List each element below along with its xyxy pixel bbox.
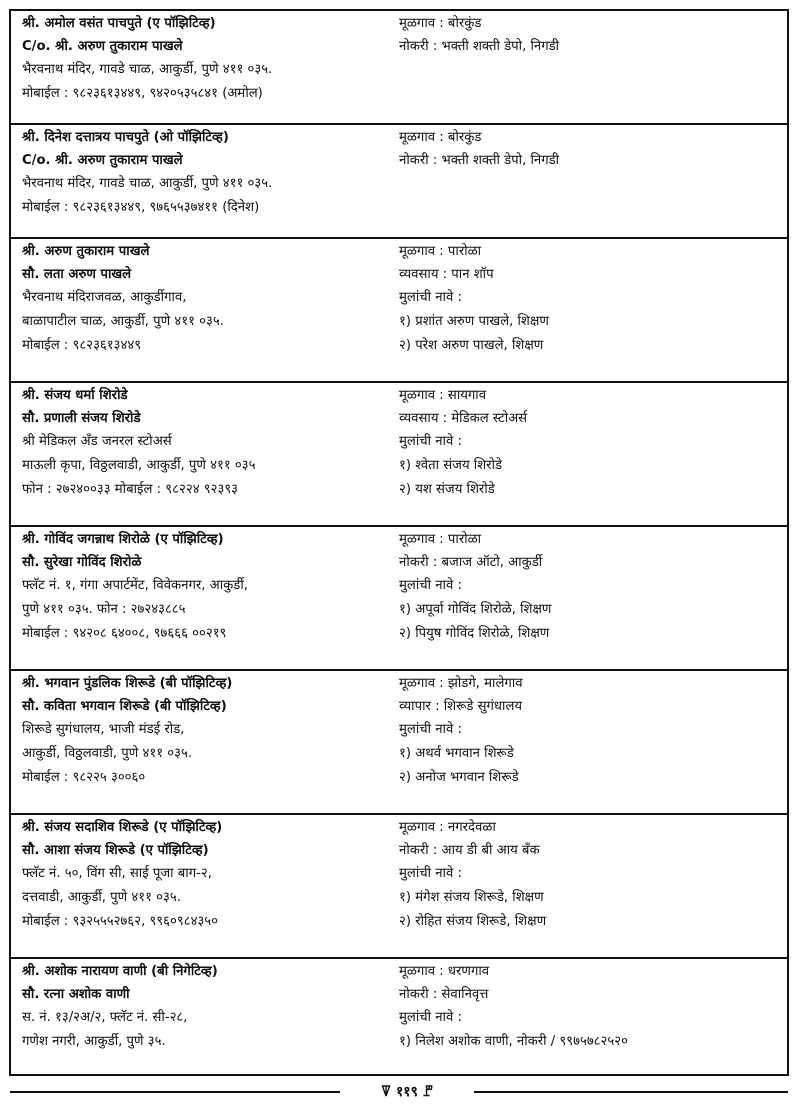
detail-line: नोकरी : भक्ती शक्ती डेपो, निगडी: [399, 39, 560, 54]
contact-line: श्री मेडिकल अँड जनरल स्टोअर्स: [22, 434, 172, 449]
detail-line: मूळगाव : पारोळा: [399, 532, 482, 547]
detail-line: १) अथर्व भगवान शिरूडे: [399, 746, 514, 761]
detail-line: मूळगाव : झोडगे, मालेगाव: [399, 676, 523, 691]
contact-line: फ्लॅट नं. ५०, विंग सी, साई पूजा बाग-२,: [22, 866, 212, 881]
contact-line: सौ. आशा संजय शिरूडे (ए पॉझिटिव्ह): [22, 843, 209, 858]
detail-line: मूळगाव : धरणगाव: [399, 964, 490, 979]
contact-line: माऊली कृपा, विठ्ठलवाडी, आकुर्डी, पुणे ४११ ०३५: [22, 458, 256, 473]
contact-line: श्री. गोविंद जगन्नाथ शिरोळे (ए पॉझिटिव्ह): [22, 532, 224, 547]
detail-line: २) रोहित संजय शिरूडे, शिक्षण: [399, 914, 547, 929]
detail-line: मुलांची नावे :: [399, 722, 462, 737]
contact-line: मोबाईल : ९८२३६१३४४९: [22, 338, 142, 353]
contact-line: भैरवनाथ मंदिर, गावडे चाळ, आकुर्डी, पुणे ४११ ०३५.: [22, 176, 273, 191]
contact-line: श्री. भगवान पुंडलिक शिरूडे (बी पॉझिटिव्ह): [22, 676, 233, 691]
detail-line: १) अपूर्वा गोविंद शिरोळे, शिक्षण: [399, 602, 552, 617]
detail-line: मुलांची नावे :: [399, 578, 462, 593]
directory-entry: [9, 11, 789, 125]
detail-line: मुलांची नावे :: [399, 290, 462, 305]
contact-line: बाळापाटील चाळ, आकुर्डी, पुणे ४११ ०३५.: [22, 314, 224, 329]
detail-line: २) परेश अरुण पाखले, शिक्षण: [399, 338, 544, 353]
contact-line: फोन : २७२४००३३ मोबाईल : ९८२२४ ९२३९३: [22, 482, 239, 497]
directory-entry: [9, 959, 789, 1076]
contact-line: श्री. दिनेश दत्तात्रय पाचपुते (ओ पॉझिटिव्ह): [22, 130, 229, 145]
detail-line: मूळगाव : नगरदेवळा: [399, 820, 496, 835]
contact-line: शिरूडे सुगंधालय, भाजी मंडई रोड,: [22, 722, 185, 737]
contact-line: मोबाईल : ९८२३६१३४४९, ९७६५५३७४११ (दिनेश): [22, 200, 260, 215]
contact-line: श्री. संजय धर्मा शिरोडे: [22, 388, 128, 403]
directory-entry: [9, 527, 789, 671]
detail-line: मूळगाव : सायगाव: [399, 388, 487, 403]
directory-sheet: [9, 9, 789, 1076]
contact-line: दत्तवाडी, आकुर्डी, पुणे ४११ ०३५.: [22, 890, 181, 905]
contact-line: मोबाईल : ९८२२५ ३००६०: [22, 770, 146, 785]
detail-line: २) अनोज भगवान शिरूडे: [399, 770, 519, 785]
detail-line: मूळगाव : बोरकुंड: [399, 130, 482, 145]
directory-entry: [9, 671, 789, 815]
contact-line: सौ. सुरेखा गोविंद शिरोळे: [22, 555, 142, 570]
detail-line: १) निलेश अशोक वाणी, नोकरी / ९९७५७८२५२०: [399, 1034, 628, 1049]
detail-line: मूळगाव : पारोळा: [399, 244, 482, 259]
contact-line: गणेश नगरी, आकुर्डी, पुणे ३५.: [22, 1034, 166, 1049]
detail-line: व्यापार : शिरूडे सुगंधालय: [399, 699, 523, 714]
detail-line: २) पियुष गोविंद शिरोळे, शिक्षण: [399, 626, 550, 641]
detail-line: व्यवसाय : मेडिकल स्टोअर्स: [399, 411, 528, 426]
directory-entry: [9, 239, 789, 383]
contact-line: मोबाईल : ९८२३६१३४४९, ९४२०५३५८४१ (अमोल): [22, 86, 263, 101]
detail-line: नोकरी : आय डी बी आय बँक: [399, 843, 540, 858]
footer-rule-left: [10, 1091, 340, 1093]
contact-line: श्री. अमोल वसंत पाचपुते (ए पॉझिटिव्ह): [22, 16, 216, 31]
contact-line: सौ. प्रणाली संजय शिरोडे: [22, 411, 141, 426]
contact-line: भैरवनाथ मंदिराजवळ, आकुर्डीगाव,: [22, 290, 187, 305]
detail-line: मुलांची नावे :: [399, 1010, 462, 1025]
contact-line: C/o. श्री. अरुण तुकाराम पाखले: [22, 153, 183, 168]
detail-line: मुलांची नावे :: [399, 434, 462, 449]
detail-line: व्यवसाय : पान शॉप: [399, 267, 494, 282]
contact-line: फ्लॅट नं. १, गंगा अपार्टमेंट, विवेकनगर, आकुर्डी,: [22, 578, 248, 593]
contact-line: सौ. लता अरुण पाखले: [22, 267, 132, 282]
contact-line: आकुर्डी, विठ्ठलवाडी, पुणे ४११ ०३५.: [22, 746, 193, 761]
page-footer: [10, 1082, 788, 1102]
detail-line: १) प्रशांत अरुण पाखले, शिक्षण: [399, 314, 549, 329]
detail-line: मूळगाव : बोरकुंड: [399, 16, 482, 31]
contact-line: स. नं. १३/२अ/२, फ्लॅट नं. सी-२८,: [22, 1010, 188, 1025]
contact-line: सौ. रत्ना अशोक वाणी: [22, 987, 130, 1002]
detail-line: १) मंगेश संजय शिरूडे, शिक्षण: [399, 890, 544, 905]
contact-line: श्री. अशोक नारायण वाणी (बी निगेटिव्ह): [22, 964, 218, 979]
directory-entry: [9, 125, 789, 239]
contact-line: C/o. श्री. अरुण तुकाराम पाखले: [22, 39, 183, 54]
contact-line: पुणे ४११ ०३५. फोन : २७२४३८८५: [22, 602, 186, 617]
directory-entry: [9, 815, 789, 959]
contact-line: सौ. कविता भगवान शिरूडे (बी पॉझिटिव्ह): [22, 699, 227, 714]
footer-rule-right: [474, 1091, 788, 1093]
detail-line: १) श्वेता संजय शिरोडे: [399, 458, 503, 473]
detail-line: नोकरी : सेवानिवृत्त: [399, 987, 489, 1002]
contact-line: श्री. संजय सदाशिव शिरूडे (ए पॉझिटिव्ह): [22, 820, 223, 835]
page-number: ꘜ ११९ ꘝ: [380, 1084, 434, 1100]
detail-line: नोकरी : बजाज ऑटो, आकुर्डी: [399, 555, 543, 570]
detail-line: नोकरी : भक्ती शक्ती डेपो, निगडी: [399, 153, 560, 168]
detail-line: मुलांची नावे :: [399, 866, 462, 881]
contact-line: मोबाईल : ९३२५५५२७६२, ९९६०९८४३५०: [22, 914, 219, 929]
contact-line: श्री. अरुण तुकाराम पाखले: [22, 244, 150, 259]
contact-line: मोबाईल : ९४२०८ ६४००८, ९७६६६ ००२१९: [22, 626, 227, 641]
detail-line: २) यश संजय शिरोडे: [399, 482, 495, 497]
directory-entry: [9, 383, 789, 527]
contact-line: भैरवनाथ मंदिर, गावडे चाळ, आकुर्डी, पुणे ४११ ०३५.: [22, 62, 273, 77]
